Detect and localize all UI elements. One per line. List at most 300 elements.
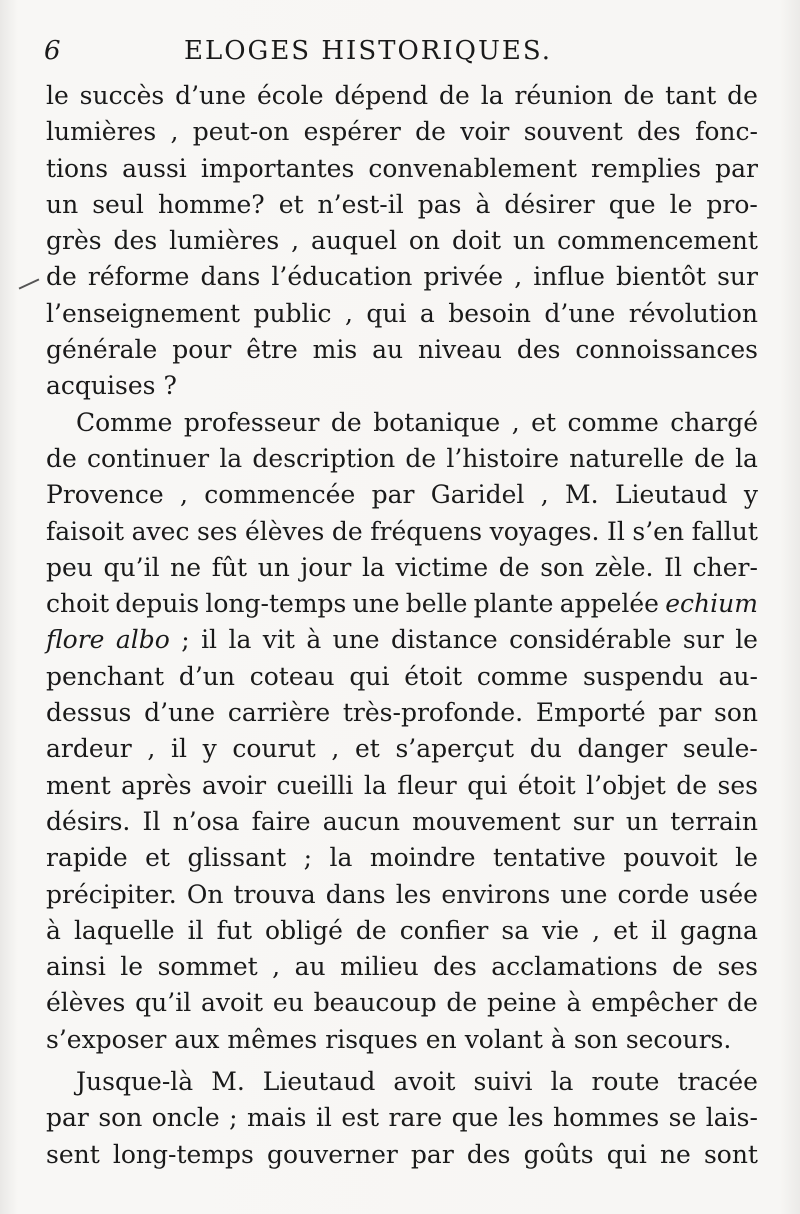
word: des xyxy=(433,952,477,982)
word: des xyxy=(466,1139,511,1169)
word: et xyxy=(278,189,304,219)
word: s’exposer xyxy=(46,1024,167,1054)
word: fût xyxy=(211,552,248,582)
word: n’osa xyxy=(172,806,240,836)
word: aux xyxy=(174,1024,220,1054)
text-line xyxy=(46,804,758,840)
word: l’objet xyxy=(586,770,666,800)
word: les xyxy=(395,879,432,909)
word: pour xyxy=(172,335,232,365)
word: , xyxy=(272,952,281,982)
word: empêcher xyxy=(591,988,718,1018)
word: ses xyxy=(197,516,238,546)
word: de xyxy=(415,117,446,147)
word: dans xyxy=(325,879,386,909)
word: sur xyxy=(682,625,724,655)
text-line xyxy=(46,223,758,259)
word: remplies xyxy=(590,153,702,183)
word: qui xyxy=(467,770,508,800)
word: d’un xyxy=(178,661,235,691)
word: Lieutaud xyxy=(614,480,728,510)
word: son xyxy=(98,1103,143,1133)
word: On xyxy=(186,879,224,909)
word: avec xyxy=(131,516,190,546)
word: école xyxy=(256,81,324,110)
word: convenablement xyxy=(368,153,577,183)
word: fallut xyxy=(691,516,758,546)
word: tentative xyxy=(492,843,606,873)
word: moindre xyxy=(369,843,476,873)
word: à xyxy=(566,988,582,1018)
word: courut xyxy=(232,734,316,764)
word: distance xyxy=(391,625,498,655)
word: fréquens xyxy=(370,516,483,546)
word: faisoit xyxy=(46,516,125,546)
word: en xyxy=(425,1024,457,1054)
word: des xyxy=(637,117,681,147)
word: sommet xyxy=(157,952,258,982)
word: laquelle xyxy=(73,915,175,945)
word: peu xyxy=(46,552,93,582)
word: la xyxy=(361,552,385,582)
word: ; xyxy=(181,625,190,655)
word: par xyxy=(410,1139,454,1169)
word: ne xyxy=(659,1139,691,1169)
word: jour xyxy=(300,552,352,582)
word: très-profonde. xyxy=(342,698,524,728)
word: ainsi xyxy=(46,952,106,982)
word: au xyxy=(372,335,404,365)
running-title: ELOGES HISTORIQUES. xyxy=(184,36,553,66)
word: l’éducation xyxy=(271,262,413,292)
word: dessus xyxy=(46,698,132,728)
word: générale xyxy=(46,335,158,365)
word: route xyxy=(591,1067,660,1097)
word: l’histoire xyxy=(446,443,560,473)
word: aussi xyxy=(122,153,187,183)
word: commencement xyxy=(557,226,758,256)
word: de xyxy=(355,915,387,945)
word: un xyxy=(46,189,79,219)
word: une xyxy=(352,589,400,619)
word: à xyxy=(475,189,491,219)
word: le xyxy=(735,843,758,873)
text-line xyxy=(46,622,758,658)
word: influe xyxy=(533,262,605,292)
word: espérer xyxy=(303,117,401,147)
text-line xyxy=(46,877,758,913)
word: comme xyxy=(567,407,659,437)
word: beaucoup xyxy=(313,988,437,1018)
word: environs xyxy=(441,879,551,909)
word: sent xyxy=(46,1139,100,1169)
word: le xyxy=(669,189,693,219)
word: comme xyxy=(476,661,569,691)
word: usée xyxy=(699,879,758,909)
body-text xyxy=(46,78,758,1173)
word: professeur xyxy=(183,407,320,437)
text-line xyxy=(46,1022,758,1058)
word: dans xyxy=(200,262,261,292)
word: au xyxy=(294,952,326,982)
word: désirer xyxy=(504,189,595,219)
word: goûts xyxy=(523,1139,594,1169)
word: souvent xyxy=(523,117,623,147)
text-line xyxy=(46,1137,758,1173)
text-line xyxy=(46,368,758,404)
word: la xyxy=(480,81,504,110)
word: pro- xyxy=(706,189,758,219)
word: Jusque-là xyxy=(76,1067,194,1097)
word: pas xyxy=(417,189,462,219)
text-line xyxy=(46,187,758,223)
text-line xyxy=(46,949,758,985)
word: élèves xyxy=(245,516,325,546)
word: y xyxy=(202,734,217,764)
text-line xyxy=(46,114,758,150)
word: grès xyxy=(46,226,102,256)
word: de xyxy=(331,516,363,546)
word: son xyxy=(573,1024,618,1054)
word: qui xyxy=(349,661,390,691)
word: après xyxy=(121,770,192,800)
word: , xyxy=(331,734,340,764)
word: , xyxy=(540,480,549,510)
word: ses xyxy=(717,952,758,982)
word: public xyxy=(253,298,332,328)
word: tracée xyxy=(677,1067,758,1097)
word: suivi xyxy=(473,1067,533,1097)
word: mis xyxy=(312,335,358,365)
word: un xyxy=(625,806,659,836)
word: depuis xyxy=(115,589,200,619)
word: carrière xyxy=(227,698,331,728)
word: par xyxy=(46,1103,89,1133)
word: la xyxy=(228,625,252,655)
text-line xyxy=(46,768,758,804)
word: , xyxy=(170,117,179,147)
word: la xyxy=(363,770,387,800)
word: qu’il xyxy=(135,988,192,1018)
word: echium xyxy=(665,589,758,619)
word: cher- xyxy=(692,552,758,582)
word: a xyxy=(419,298,435,328)
word: besoin xyxy=(448,298,531,328)
word: volant xyxy=(464,1024,543,1054)
word: seule- xyxy=(682,734,758,764)
word: acclamations xyxy=(491,952,658,982)
word: Lieutaud xyxy=(262,1067,376,1097)
word: peine xyxy=(486,988,557,1018)
text-line xyxy=(46,405,758,441)
word: à xyxy=(550,1024,566,1054)
text-line xyxy=(46,695,758,731)
word: sont xyxy=(703,1139,758,1169)
word: au- xyxy=(718,661,758,691)
word: corde xyxy=(617,879,690,909)
text-line xyxy=(46,985,758,1021)
word: révolution xyxy=(628,298,758,328)
word: on xyxy=(408,226,441,256)
word: des xyxy=(113,226,158,256)
word: la xyxy=(329,843,353,873)
word: tant xyxy=(665,81,717,110)
word: et xyxy=(145,843,170,873)
word: par xyxy=(658,698,702,728)
word: suspendu xyxy=(582,661,704,691)
word: il xyxy=(650,915,667,945)
word: terrain xyxy=(670,806,758,836)
word: M. xyxy=(211,1067,245,1097)
word: , xyxy=(592,915,601,945)
word: albo xyxy=(115,625,170,655)
word: à xyxy=(46,915,61,945)
word: zèle. xyxy=(594,552,654,582)
word: une xyxy=(332,625,380,655)
word: lumières xyxy=(169,226,280,256)
word: Il xyxy=(606,516,625,546)
word: acquises xyxy=(46,371,156,401)
text-line xyxy=(46,731,758,767)
word: est xyxy=(341,1103,380,1133)
word: une xyxy=(560,879,608,909)
word: par xyxy=(715,153,758,183)
word: connoissances xyxy=(575,335,758,365)
word: privée xyxy=(423,262,504,292)
text-line xyxy=(46,296,758,332)
word: de xyxy=(439,81,470,110)
word: , xyxy=(514,262,523,292)
word: , xyxy=(179,480,188,510)
word: ne xyxy=(170,552,202,582)
word: coteau xyxy=(249,661,335,691)
text-line xyxy=(46,514,758,550)
text-line xyxy=(46,840,758,876)
word: risques xyxy=(325,1024,418,1054)
word: d’une xyxy=(175,81,247,110)
word: son xyxy=(540,552,585,582)
word: avoit xyxy=(393,1067,456,1097)
word: élèves xyxy=(46,988,126,1018)
word: , xyxy=(511,407,520,437)
word: hommes xyxy=(553,1103,660,1133)
text-line xyxy=(46,441,758,477)
word: vit xyxy=(262,625,295,655)
word: de xyxy=(623,81,655,110)
word: description xyxy=(252,443,396,473)
word: choit xyxy=(46,589,110,619)
word: il xyxy=(201,625,218,655)
word: s’aperçut xyxy=(395,734,515,764)
word: fonc- xyxy=(695,117,758,147)
word: tions xyxy=(46,153,109,183)
word: qui xyxy=(606,1139,647,1169)
text-line xyxy=(46,1064,758,1100)
word: homme? xyxy=(157,189,265,219)
word: Comme xyxy=(76,407,173,437)
word: mouvement xyxy=(412,806,561,836)
word: le xyxy=(735,625,758,655)
word: Provence xyxy=(46,480,164,510)
word: victime xyxy=(395,552,489,582)
word: s’en xyxy=(632,516,685,546)
word: de xyxy=(46,262,77,292)
word: commencée xyxy=(204,480,356,510)
word: à xyxy=(306,625,322,655)
word: un xyxy=(512,226,546,256)
word: le xyxy=(46,81,69,110)
word: gagna xyxy=(679,915,758,945)
word: sa xyxy=(501,915,530,945)
word: un xyxy=(257,552,290,582)
word: vie xyxy=(542,915,580,945)
word: la xyxy=(219,443,243,473)
word: Emporté xyxy=(535,698,646,728)
word: la xyxy=(550,1067,574,1097)
word: ? xyxy=(163,371,177,401)
word: son xyxy=(714,698,758,728)
word: cueilli xyxy=(276,770,354,800)
word: voir xyxy=(460,117,510,147)
word: Garidel xyxy=(430,480,525,510)
word: importantes xyxy=(200,153,355,183)
word: sur xyxy=(717,262,758,292)
word: seul xyxy=(92,189,144,219)
word: milieu xyxy=(340,952,419,982)
word: lumières xyxy=(46,117,157,147)
text-line xyxy=(46,332,758,368)
word: de xyxy=(694,443,725,473)
word: il xyxy=(170,734,187,764)
word: voyages. xyxy=(489,516,600,546)
word: plante xyxy=(473,589,554,619)
word: dépend xyxy=(334,81,429,110)
word: mais xyxy=(247,1103,307,1133)
word: long-temps xyxy=(112,1139,254,1169)
word: avoir xyxy=(202,770,267,800)
word: de xyxy=(446,988,478,1018)
text-line xyxy=(46,259,758,295)
word: doit xyxy=(451,226,502,256)
word: du xyxy=(529,734,562,764)
word: niveau xyxy=(417,335,502,365)
word: botanique xyxy=(373,407,501,437)
word: il xyxy=(315,1103,332,1133)
word: ; xyxy=(229,1103,238,1133)
word: qu’il xyxy=(103,552,160,582)
word: de xyxy=(672,952,703,982)
word: glissant xyxy=(187,843,287,873)
word: d’une xyxy=(144,698,216,728)
word: long-temps xyxy=(205,589,347,619)
word: aucun xyxy=(322,806,400,836)
word: chargé xyxy=(670,407,758,437)
word: gouverner xyxy=(266,1139,398,1169)
word: les xyxy=(507,1103,544,1133)
word: et xyxy=(531,407,556,437)
text-line xyxy=(46,78,758,114)
word: faire xyxy=(251,806,311,836)
word: eu xyxy=(272,988,304,1018)
word: fut xyxy=(216,915,252,945)
word: rapide xyxy=(46,843,128,873)
word: désirs. xyxy=(46,806,131,836)
word: réforme xyxy=(87,262,190,292)
word: ment xyxy=(46,770,111,800)
word: fleur xyxy=(397,770,457,800)
word: de xyxy=(330,407,362,437)
text-line xyxy=(46,913,758,949)
word: avoit xyxy=(200,988,264,1018)
word: bientôt xyxy=(615,262,707,292)
word: sur xyxy=(572,806,614,836)
word: oncle xyxy=(151,1103,220,1133)
word: être xyxy=(246,335,298,365)
text-line xyxy=(46,659,758,695)
word: , xyxy=(291,226,300,256)
word: obligé xyxy=(265,915,343,945)
word: que xyxy=(451,1103,499,1133)
word: par xyxy=(371,480,415,510)
word: il xyxy=(187,915,204,945)
word: le xyxy=(120,952,144,982)
word: rare xyxy=(388,1103,443,1133)
word: ; xyxy=(303,843,313,873)
word: considérable xyxy=(509,625,672,655)
text-line xyxy=(46,1100,758,1136)
text-line xyxy=(46,151,758,187)
word: l’enseignement xyxy=(46,298,241,328)
word: ardeur xyxy=(46,734,132,764)
word: peut-on xyxy=(192,117,290,147)
word: réunion xyxy=(514,81,613,110)
word: confier xyxy=(399,915,489,945)
word: que xyxy=(608,189,656,219)
word: , xyxy=(344,298,353,328)
word: danger xyxy=(577,734,668,764)
word: auquel xyxy=(311,226,397,256)
word: se xyxy=(668,1103,697,1133)
text-line xyxy=(46,550,758,586)
word: d’une xyxy=(544,298,616,328)
word: étoit xyxy=(404,661,463,691)
word: secours. xyxy=(625,1024,732,1054)
word: trouva xyxy=(233,879,316,909)
word: pouvoit xyxy=(623,843,718,873)
word: Il xyxy=(664,552,682,582)
word: de xyxy=(498,552,530,582)
word: de xyxy=(676,770,708,800)
word: des xyxy=(516,335,561,365)
word: succès xyxy=(79,81,165,110)
word: y xyxy=(743,480,758,510)
word: naturelle xyxy=(569,443,684,473)
word: de xyxy=(405,443,437,473)
word: la xyxy=(735,443,758,473)
word: belle xyxy=(405,589,468,619)
word: précipiter. xyxy=(46,879,177,909)
word: , xyxy=(147,734,156,764)
page-header xyxy=(44,36,752,76)
word: continuer xyxy=(86,443,210,473)
word: de xyxy=(727,988,758,1018)
word: flore xyxy=(46,625,105,655)
word: et xyxy=(354,734,380,764)
text-line xyxy=(46,477,758,513)
word: mêmes xyxy=(227,1024,318,1054)
word: lais- xyxy=(705,1103,758,1133)
page-number: 6 xyxy=(44,36,62,66)
